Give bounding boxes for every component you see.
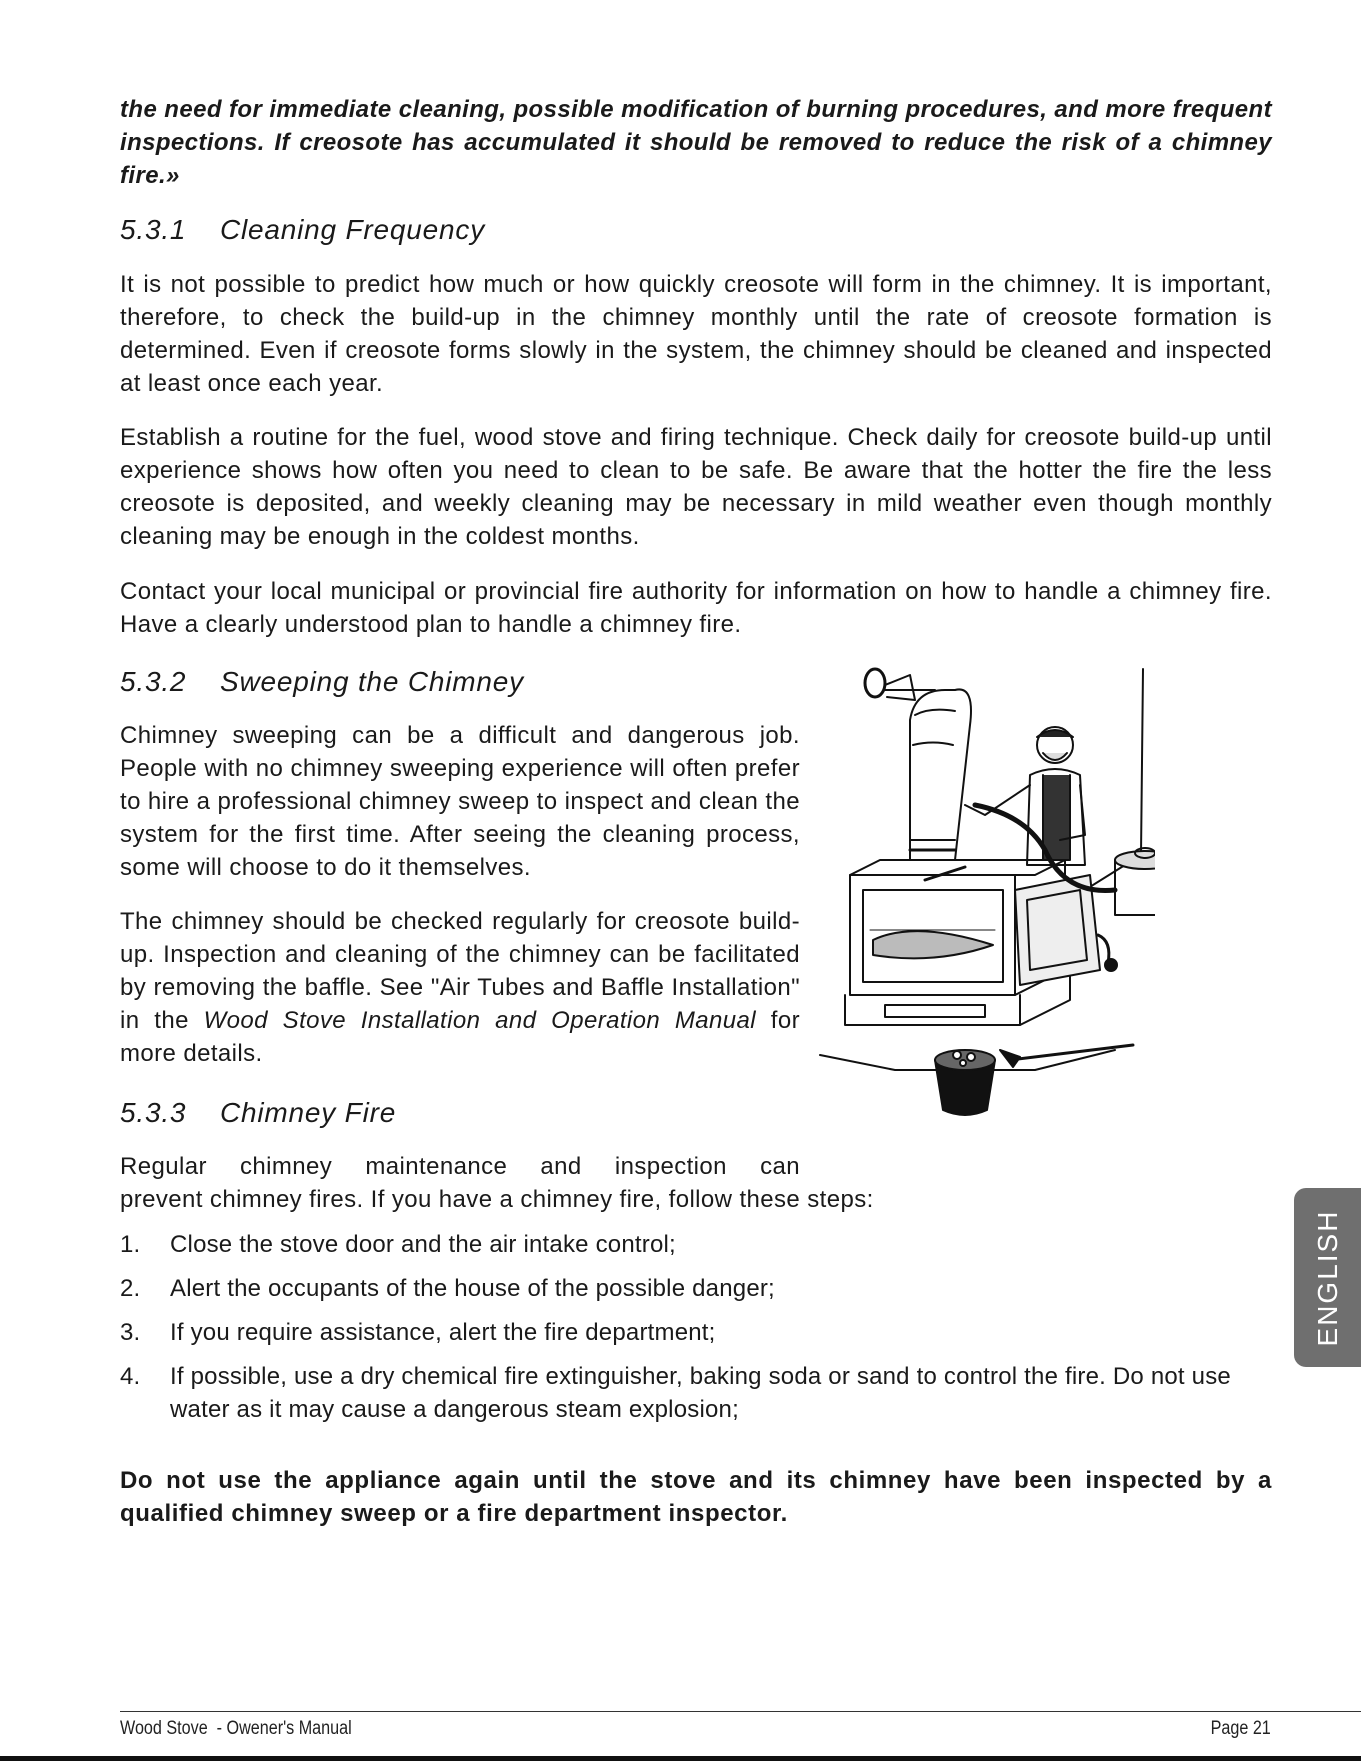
sweeping-paragraph-2 — [120, 905, 800, 1070]
sweeping-paragraph-2-end: for more details. — [120, 1007, 800, 1067]
section-heading-cleaning-frequency — [120, 214, 485, 246]
cleaning-paragraph-1: It is not possible to predict how much or how quickly creosote will form in the chimney. It is important, therefore, to check the build-up in the chimney monthly until the rate of creosote formation is determined. Even if creosote forms slowly in the system, the chimney should be cleaned and inspected at least once each year. — [120, 271, 1272, 397]
section-heading-sweeping — [120, 666, 524, 698]
chimney-fire-intro-line-2: prevent chimney fires. If you have a chimney fire, follow these steps: — [120, 1186, 874, 1213]
section-number: 5.3.1 — [120, 214, 187, 245]
chimney-sweep-illustration — [815, 665, 1155, 1135]
section-title: Sweeping the Chimney — [220, 666, 524, 697]
chimney-fire-steps — [120, 1228, 1272, 1437]
list-item — [120, 1272, 1272, 1305]
list-item-text: Close the stove door and the air intake control; — [170, 1231, 676, 1258]
sweeping-paragraph-2-start: The chimney should be checked regularly for creosote build-up. Inspection and cleaning of the chimney can be facilitated by removing the baffle. See "Air Tubes and Baffle Installation" in the — [120, 908, 800, 1034]
language-tab-label: ENGLISH — [1311, 1209, 1343, 1346]
list-marker: 3. — [120, 1319, 141, 1346]
footer-page-number: Page 21 — [1210, 1718, 1271, 1739]
list-item-text: If possible, use a dry chemical fire extinguisher, baking soda or sand to control the fire. Do not use water as it may cause a dangerous steam explosion; — [170, 1363, 1231, 1423]
section-title: Chimney Fire — [220, 1097, 397, 1128]
list-item-text: If you require assistance, alert the fire department; — [170, 1319, 716, 1346]
list-marker: 2. — [120, 1275, 141, 1302]
language-tab — [1294, 1188, 1361, 1367]
section-number: 5.3.3 — [120, 1097, 187, 1128]
section-title: Cleaning Frequency — [220, 214, 485, 245]
cleaning-paragraph-2: Establish a routine for the fuel, wood stove and firing technique. Check daily for creosote build-up until experience shows how often you need to clean to be safe. Be aware that the hotter the fire the less creosote is deposited, and weekly cleaning may be necessary in mild weather even though monthly cleaning may be enough in the coldest months. — [120, 424, 1272, 550]
list-item-text: Alert the occupants of the house of the possible danger; — [170, 1275, 775, 1302]
warning-notice: Do not use the appliance again until the stove and its chimney have been inspected by a qualified chimney sweep or a fire department inspector. — [120, 1467, 1272, 1527]
sweeping-paragraph-1: Chimney sweeping can be a difficult and dangerous job. People with no chimney sweeping experience will often prefer to hire a professional chimney sweep to inspect and clean the system for the first time. After seeing the cleaning process, some will choose to do it themselves. — [120, 722, 800, 881]
list-marker: 4. — [120, 1363, 141, 1390]
chimney-fire-intro-line-1: Regular chimney maintenance and inspection can — [120, 1153, 800, 1180]
list-item — [120, 1360, 1272, 1426]
footer-rule — [120, 1711, 1361, 1712]
intro-paragraph: the need for immediate cleaning, possible modification of burning procedures, and more frequent inspections. If creosote has accumulated it should be removed to reduce the risk of a chimney fire.» — [120, 96, 1272, 189]
section-heading-chimney-fire — [120, 1097, 396, 1129]
footer-document-title: Wood Stove - Owener's Manual — [120, 1718, 352, 1739]
manual-title-reference: Wood Stove Installation and Operation Manual — [203, 1007, 757, 1034]
section-number: 5.3.2 — [120, 666, 187, 697]
list-item — [120, 1316, 1272, 1349]
page-bottom-edge — [0, 1756, 1361, 1761]
cleaning-paragraph-3: Contact your local municipal or provincial fire authority for information on how to handle a chimney fire. Have a clearly understood plan to handle a chimney fire. — [120, 578, 1272, 638]
list-item — [120, 1228, 1272, 1261]
list-marker: 1. — [120, 1231, 141, 1258]
